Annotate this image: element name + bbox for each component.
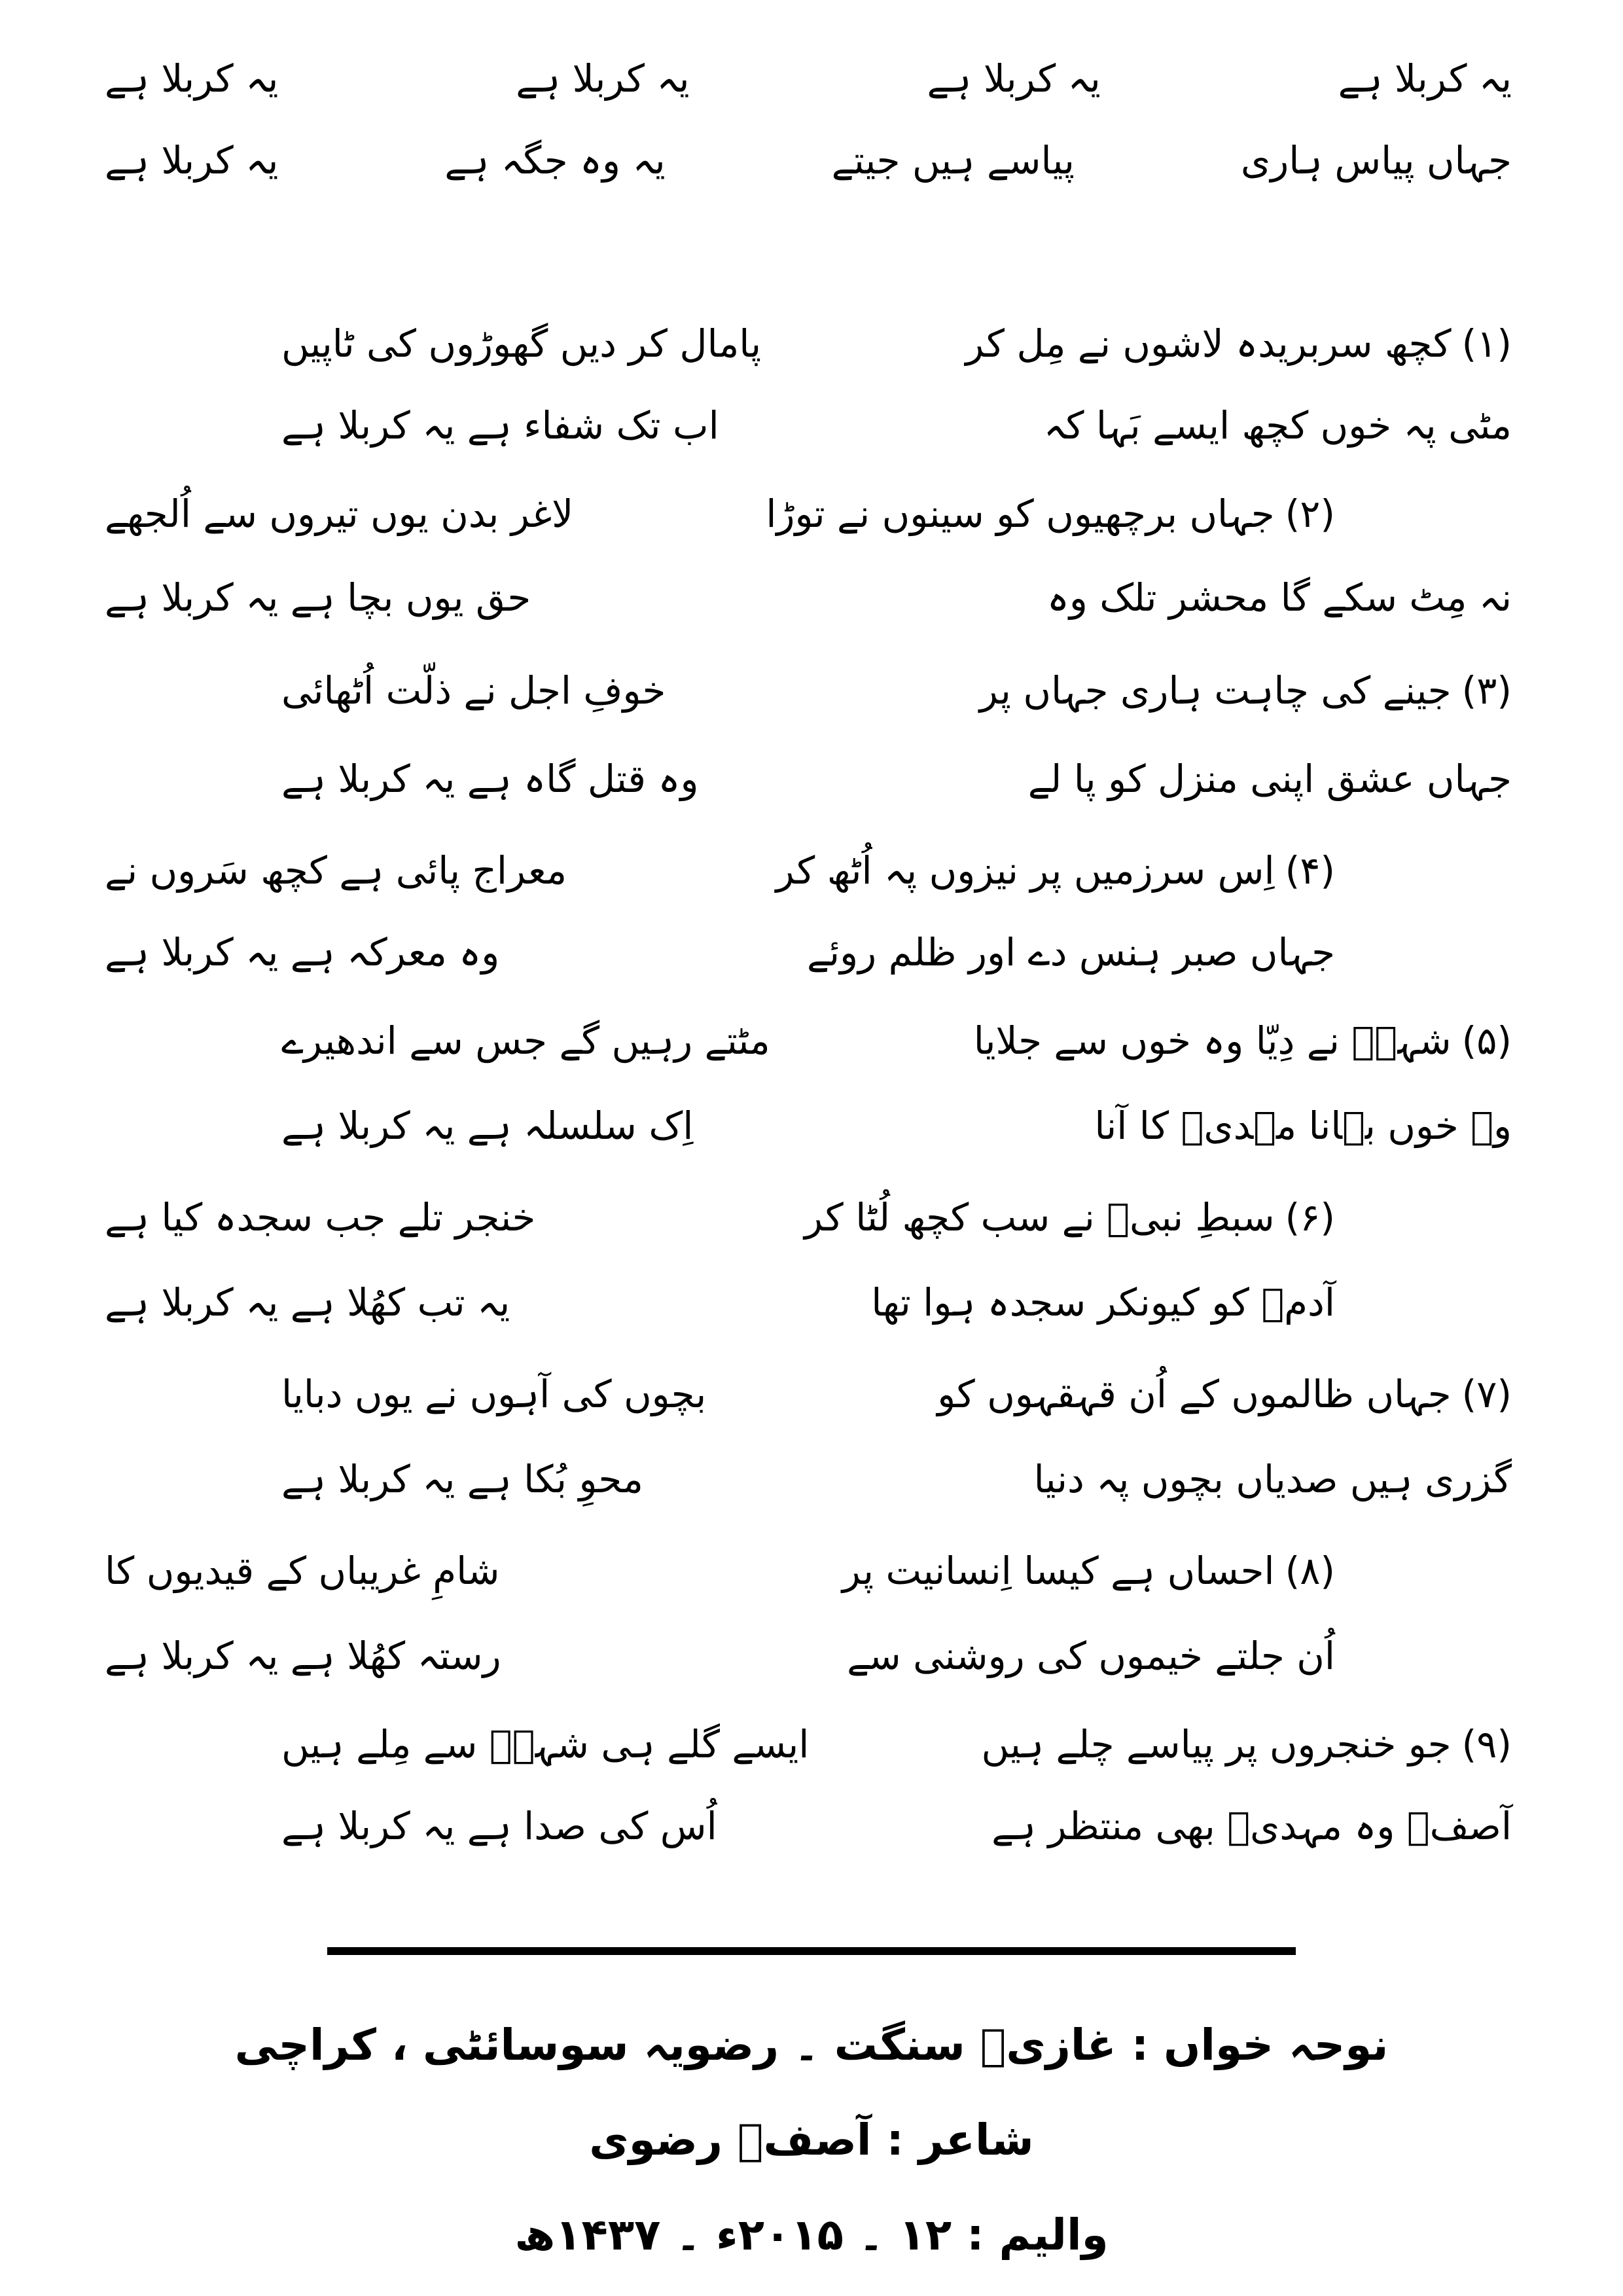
stanza-3-line-1 [281, 655, 1512, 726]
verse-hemistich: احساں ہے کیسا اِنسانیت پر [842, 1549, 1275, 1593]
verse-hemistich: وہ خوں بہانا مہدیؑ کا آنا [1094, 1103, 1512, 1148]
refrain-segment: پیاسے ہیں جیتے [831, 138, 1075, 183]
refrain-segment: یہ کربلا ہے [105, 138, 279, 183]
verse-hemistich: خوفِ اجل نے ذلّت اُٹھائی [281, 668, 666, 713]
verse-hemistich: جہاں ظالموں کے اُن قہقہوں کو [937, 1372, 1452, 1416]
verse-hemistich: جہاں عشق اپنی منزل کو پا لے [1027, 757, 1512, 801]
verse-hemistich: پامال کر دیں گھوڑوں کی ٹاپیں [281, 321, 762, 366]
refrain-segment: یہ کربلا ہے [105, 56, 279, 101]
stanza-6-line-1 [105, 1181, 1335, 1253]
divider-rule [327, 1947, 1296, 1955]
stanza-number: (۳) [1461, 668, 1512, 713]
stanza-6-line-2 [105, 1266, 1335, 1338]
verse-hemistich: لاغر بدن یوں تیروں سے اُلجھے [105, 492, 574, 536]
refrain-segment: یہ کربلا ہے [1338, 56, 1512, 101]
verse-hemistich: جینے کی چاہت ہاری جہاں پر [979, 668, 1452, 713]
refrain-segment: یہ کربلا ہے [516, 56, 690, 101]
verse-hemistich: اُن جلتے خیموں کی روشنی سے [847, 1634, 1335, 1678]
stanza-number: (۱) [1461, 321, 1512, 366]
stanza-5-line-2 [281, 1090, 1512, 1162]
verse-hemistich: جہاں صبر ہنس دے اور ظلم روئے [807, 930, 1335, 975]
stanza-1-line-1 [281, 308, 1512, 380]
verse-hemistich: آصفؔ وہ مہدیؑ بھی منتظر ہے [991, 1804, 1512, 1848]
volume-credit: والیم : ۱۲ ۔ ۲۰۱۵ء ۔ ۱۴۳۷ھ [514, 2210, 1109, 2260]
poet-credit: شاعر : آصفؔ رضوی [589, 2115, 1034, 2165]
stanza-number: (۴) [1285, 848, 1335, 893]
verse-hemistich: آدمؑ کو کیونکر سجدہ ہوا تھا [871, 1280, 1335, 1325]
refrain-segment: یہ وہ جگہ ہے [444, 138, 666, 183]
reciter-credit: نوحہ خواں : غازیؑ سنگت ۔ رضویہ سوسائٹی ، کراچی [234, 2020, 1389, 2070]
stanza-4-line-1 [105, 834, 1335, 906]
verse-hemistich: وہ معرکہ ہے یہ کربلا ہے [105, 930, 500, 975]
stanza-number: (۷) [1461, 1372, 1512, 1416]
verse-hemistich: شہہؑ نے دِیّا وہ خوں سے جلایا [973, 1018, 1452, 1063]
verse-hemistich: شامِ غریباں کے قیدیوں کا [105, 1549, 500, 1593]
verse-hemistich: اب تک شفاء ہے یہ کربلا ہے [281, 403, 719, 448]
stanza-2-line-2 [105, 562, 1512, 634]
verse-hemistich: مٹی پہ خوں کچھ ایسے بَہا کہ [1043, 403, 1512, 448]
stanza-5-line-1 [281, 1005, 1512, 1077]
verse-hemistich: سبطِ نبیؐ نے سب کچھ لُٹا کر [804, 1195, 1275, 1240]
stanza-8-line-2 [105, 1620, 1335, 1692]
verse-hemistich: جہاں برچھیوں کو سینوں نے توڑا [766, 492, 1275, 536]
refrain-segment: جہاں پیاس ہاری [1240, 138, 1512, 183]
stanza-9-line-1 [281, 1708, 1512, 1780]
verse-hemistich: وہ قتل گاہ ہے یہ کربلا ہے [281, 757, 699, 801]
stanza-number: (۵) [1461, 1018, 1512, 1063]
stanza-8-line-1 [105, 1535, 1335, 1607]
verse-hemistich: بچوں کی آہوں نے یوں دبایا [281, 1372, 707, 1416]
verse-hemistich: نہ مِٹ سکے گا محشر تلک وہ [1046, 575, 1512, 620]
verse-hemistich: اِک سلسلہ ہے یہ کربلا ہے [281, 1103, 694, 1148]
stanza-7-line-2 [281, 1443, 1512, 1515]
verse-hemistich: اُس کی صدا ہے یہ کربلا ہے [281, 1804, 717, 1848]
stanza-number: (۲) [1285, 492, 1335, 536]
refrain-segment: یہ کربلا ہے [927, 56, 1101, 101]
verse-hemistich: رستہ کھُلا ہے یہ کربلا ہے [105, 1634, 501, 1678]
stanza-number: (۸) [1285, 1549, 1335, 1593]
stanza-number: (۹) [1461, 1722, 1512, 1767]
stanza-2-line-1 [105, 478, 1335, 550]
verse-hemistich: معراج پائی ہے کچھ سَروں نے [105, 848, 567, 893]
verse-hemistich: محوِ بُکا ہے یہ کربلا ہے [281, 1457, 643, 1501]
verse-hemistich: خنجر تلے جب سجدہ کیا ہے [105, 1195, 536, 1240]
verse-hemistich: اِس سرزمیں پر نیزوں پہ اُٹھ کر [776, 848, 1275, 893]
verse-hemistich: ایسے گلے ہی شہہؑ سے مِلے ہیں [281, 1722, 810, 1767]
stanza-9-line-2 [281, 1790, 1512, 1862]
verse-hemistich: یہ تب کھُلا ہے یہ کربلا ہے [105, 1280, 510, 1325]
verse-hemistich: جو خنجروں پر پیاسے چلے ہیں [981, 1722, 1452, 1767]
stanza-7-line-1 [281, 1358, 1512, 1430]
refrain-line-1 [105, 43, 1512, 115]
stanza-1-line-2 [281, 389, 1512, 461]
verse-hemistich: حق یوں بچا ہے یہ کربلا ہے [105, 575, 531, 620]
verse-hemistich: کچھ سربریدہ لاشوں نے مِل کر [965, 321, 1452, 366]
refrain-line-2 [105, 124, 1512, 196]
stanza-number: (۶) [1285, 1195, 1335, 1240]
stanza-4-line-2 [105, 916, 1335, 988]
verse-hemistich: مٹتے رہیں گے جس سے اندھیرے [281, 1018, 770, 1063]
verse-hemistich: گزری ہیں صدیاں بچوں پہ دنیا [1033, 1457, 1512, 1501]
stanza-3-line-2 [281, 743, 1512, 815]
